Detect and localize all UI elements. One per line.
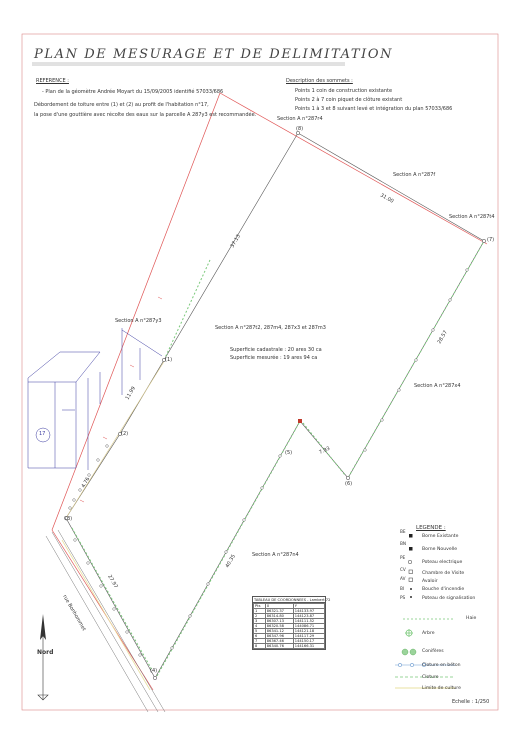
coordinates-cell: 8: [254, 644, 266, 649]
section-label-287x4: Section A n°287x4: [414, 383, 461, 389]
area-cadastral: Superficie cadastrale : 20 ares 30 ca: [230, 347, 322, 353]
dim-label-8-7: 31.00: [379, 192, 395, 205]
coordinates-cell: 7: [254, 639, 266, 644]
coordinates-row: [254, 644, 325, 649]
plan-title: PLAN DE MESURAGE ET DE DELIMITATION: [34, 47, 394, 62]
legend-label-cloture: Cloture: [422, 675, 439, 680]
house-number: 17: [39, 431, 46, 437]
dim-label-west: 37.13: [229, 233, 242, 249]
cadastral-limit-north: [220, 93, 487, 244]
point-label-6: (6): [345, 481, 353, 487]
dim-label-7-6: 28.57: [436, 329, 449, 345]
legend-label-poteau-signalisation: Poteau de signalisation: [422, 596, 476, 601]
coordinates-cell: 86321.37: [265, 609, 293, 614]
point-label-7: (7): [487, 237, 495, 243]
coordinates-cell: 86347.96: [265, 634, 293, 639]
reference-heading: REFERENCE :: [36, 78, 69, 84]
legend-label-bouche-incendie: Bouche d'incendie: [422, 587, 465, 592]
legend-label-borne-nouvelle: Borne Nouvelle: [422, 547, 458, 552]
scale-label: Echelle : 1/250: [452, 699, 490, 705]
section-label-287r4-top: Section A n°287r4: [277, 116, 323, 122]
coordinates-grid: [253, 603, 325, 649]
coordinates-cell: 3: [254, 619, 266, 624]
reference-line-3: la pose d'une gouttière avec récolte des eaux sur la parcelle A 287y3 est recommandée.: [34, 112, 257, 118]
section-label-main: Section A n°287t2, 287m4, 287x3 et 287m3: [215, 325, 326, 331]
legend-code-bi: BI: [400, 586, 405, 591]
legend-label-arbre: Arbre: [422, 631, 435, 636]
section-label-287f: Section A n°287f: [393, 172, 436, 178]
coordinates-cell: 144086.71: [293, 624, 324, 629]
coordinates-cell: 86320.58: [265, 624, 293, 629]
coordinates-cell: 144121.18: [293, 629, 324, 634]
legend-title: LEGENDE :: [416, 525, 446, 531]
coordinates-cell: 2: [254, 614, 266, 619]
north-arrow: [38, 614, 48, 700]
dim-label-3-4: 27.97: [106, 574, 119, 590]
point-label-2: (2): [121, 431, 129, 437]
area-measured: Superficie mesurée : 19 ares 94 ca: [230, 355, 318, 361]
coordinates-cell: Y: [293, 604, 324, 609]
coordinates-cell: 4: [254, 624, 266, 629]
legend-code-be: BE: [400, 529, 406, 534]
coordinates-cell: 86314.80: [265, 614, 293, 619]
dimension-ticks: [80, 297, 162, 502]
coordinates-cell: 5: [254, 629, 266, 634]
fence-line: [66, 360, 165, 518]
coordinates-cell: 86307.13: [265, 619, 293, 624]
coordinates-cell: 86340.76: [265, 644, 293, 649]
coordinates-cell: 144123.87: [293, 614, 324, 619]
coordinates-cell: 1: [254, 609, 266, 614]
point-label-3: (3): [65, 516, 73, 522]
coordinates-cell: 144117.29: [293, 634, 324, 639]
coordinates-cell: 144166.31: [293, 644, 324, 649]
buildings: [28, 328, 162, 470]
dim-label-4-5: 40.35: [224, 553, 237, 569]
section-label-287y3: Section A n°287y3: [115, 318, 162, 324]
point-label-1: (1): [165, 357, 173, 363]
coordinates-table: [252, 596, 331, 650]
coordinates-cell: 86367.46: [265, 639, 293, 644]
legend-label-cloture-beton: Cloture en béton: [422, 663, 461, 668]
coordinates-cell: 6: [254, 634, 266, 639]
description-line-1: Points 1 coin de construction existante: [295, 88, 393, 94]
dim-label-2-3: 4.76: [80, 476, 92, 489]
legend-label-haie: Haie: [466, 616, 477, 621]
legend-code-cv: CV: [400, 567, 406, 572]
legend-label-chambre-visite: Chambre de Visite: [422, 571, 465, 576]
legend-code-av: AV: [400, 576, 406, 581]
legend-code-bn: BN: [400, 541, 407, 546]
coordinates-cell: 144150.17: [293, 639, 324, 644]
description-heading: Description des sommets :: [286, 78, 353, 84]
legend-label-limite-culture: Limite de culture: [422, 686, 461, 691]
section-label-287n4: Section A n°287n4: [252, 552, 299, 558]
description-line-3: Points 1 à 3 et 8 suivant levé et intégration du plan 57033/686: [295, 106, 453, 112]
legend-label-borne-existante: Borne Existante: [422, 534, 459, 539]
street-name: rue Bonhommet: [61, 594, 87, 633]
cadastral-limit-west: [52, 93, 220, 530]
point-label-5: (5): [285, 450, 293, 456]
dim-label-5-6: 7.93: [318, 445, 331, 456]
vertex-marker-5: [298, 419, 302, 423]
coordinates-caption: TABLEAU DE COORDONNEES - Lambert 72: [254, 597, 331, 602]
legend-code-pe: PE: [400, 555, 406, 560]
coordinates-cell: 86341.12: [265, 629, 293, 634]
legend-label-coniferes: Conifères: [422, 649, 444, 654]
coordinates-cell: X: [265, 604, 293, 609]
north-label: Nord: [37, 649, 54, 656]
dim-label-1-2: 11.99: [124, 385, 137, 401]
reference-line-1: - Plan de la géomètre Andrée Moyart du 15/09/2005 identifié 57033/686: [42, 89, 224, 95]
point-label-8: (8): [296, 126, 304, 132]
point-label-4: (4): [150, 668, 158, 674]
coordinates-cell: Pts: [254, 604, 266, 609]
legend-label-avaloir: Avaloir: [422, 579, 438, 584]
dimension-labels: [81, 193, 449, 590]
section-label-287t4: Section A n°287t4: [449, 214, 495, 220]
coordinates-cell: 144111.52: [293, 619, 324, 624]
legend-label-poteau-electrique: Poteau electrique: [422, 560, 463, 565]
reference-line-2: Débordement de toiture entre (1) et (2) au profit de l'habitation n°17,: [34, 102, 209, 108]
coordinates-cell: 144133.97: [293, 609, 324, 614]
legend-code-ps: PS: [400, 595, 406, 600]
description-line-2: Points 2 à 7 coin piquet de clôture existant: [295, 97, 403, 103]
